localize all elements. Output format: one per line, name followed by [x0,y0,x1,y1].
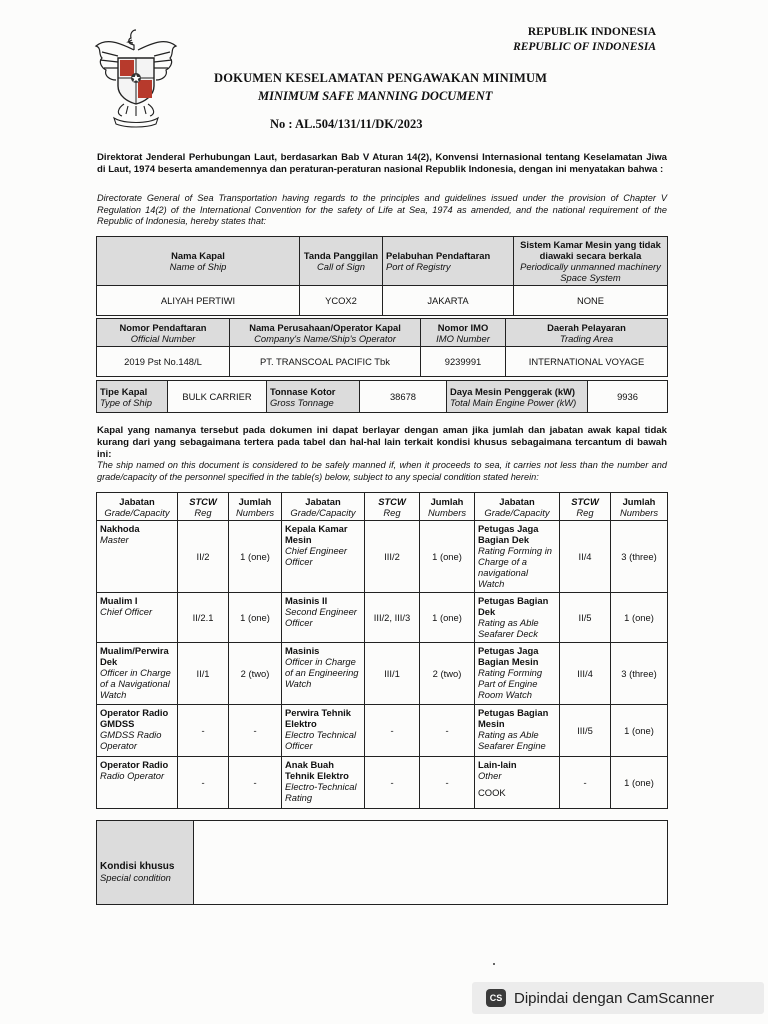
company-value: PT. TRANSCOAL PACIFIC Tbk [230,347,421,377]
table-row [97,757,668,809]
manning-statement-en: The ship named on this document is considered to be safely manned if, when it proceeds to sea, it carries not less than the number and grade/capacity of the personnel specified in the table(s) below, subject to any special condition stated herein: [97,460,667,482]
manning-statement: Kapal yang namanya tersebut pada dokumen ini dapat berlayar dengan aman jika jumlah dan jabatan awak kapal tidak kurang dari yang sebagaimana tertera pada tabel dan hal-hal lain terkait kondisi khusus sebagaimana tercantum di bawah ini: [97,425,667,460]
intro-text-en: Directorate General of Sea Transportation having regards to the principles and guidelines issued under the provision of Chapter V Regulation 14(2) of the International Convention for the safety of Life at Sea, 1974 as amended, and the national requirement of the Republic of Indonesia, hereby states that: [97,193,667,226]
stcw-cell: II/2 [178,521,229,593]
stcw-header: STCW Reg [365,493,420,521]
numbers-cell: 3 (three) [611,643,668,705]
scan-speck [493,963,495,965]
numbers-header: Jumlah Numbers [420,493,475,521]
grade-cell: Anak Buah Tehnik Elektro Electro-Technical Rating [282,757,365,809]
port-value: JAKARTA [383,286,514,316]
grade-header: Jabatan Grade/Capacity [97,493,178,521]
engine-system-value: NONE [514,286,668,316]
republic-label-en: REPUBLIC OF INDONESIA [513,41,656,53]
numbers-cell: 1 (one) [229,521,282,593]
grade-cell: Petugas Jaga Bagian Mesin Rating Forming Part of Engine Room Watch [475,643,560,705]
stcw-header: STCW Reg [560,493,611,521]
stcw-cell: - [560,757,611,809]
intro-text: Direktorat Jenderal Perhubungan Laut, berdasarkan Bab V Aturan 14(2), Konvensi Internasional tentang Keselamatan Jiwa di Laut, 1974 beserta amandemennya dan peraturan-peraturan nasional Republik Indonesia, dengan ini menyatakan bahwa : [97,152,667,175]
stcw-cell: II/4 [560,521,611,593]
document-number: No : AL.504/131/11/DK/2023 [270,117,423,131]
numbers-header: Jumlah Numbers [611,493,668,521]
grade-cell: Petugas Jaga Bagian Dek Rating Forming in Charge of a navigational Watch [475,521,560,593]
camscanner-watermark [472,982,764,1014]
grade-header: Jabatan Grade/Capacity [475,493,560,521]
numbers-cell: 1 (one) [611,593,668,643]
crew-table [96,492,668,809]
table-row [97,705,668,757]
document-title-en: MINIMUM SAFE MANNING DOCUMENT [258,89,493,103]
table-row [97,593,668,643]
garuda-emblem-icon [88,24,184,132]
republic-label: REPUBLIK INDONESIA [527,26,656,38]
camscanner-logo-icon: CS [486,989,506,1007]
special-condition-value [194,821,668,905]
company-header: Nama Perusahaan/Operator Kapal Company's Name/Ship's Operator [230,319,421,347]
grade-cell: Nakhoda Master [97,521,178,593]
numbers-cell: 1 (one) [611,705,668,757]
numbers-cell: 1 (one) [611,757,668,809]
grade-cell: Mualim/Perwira Dek Officer in Charge of a Navigational Watch [97,643,178,705]
numbers-cell: - [420,705,475,757]
stcw-cell: - [178,705,229,757]
engine-system-header: Sistem Kamar Mesin yang tidak diawaki secara berkala Periodically unmanned machinery Space System [514,237,668,286]
document-title: DOKUMEN KESELAMATAN PENGAWAKAN MINIMUM [214,71,548,85]
numbers-cell: - [229,705,282,757]
numbers-cell: 1 (one) [420,593,475,643]
special-condition-table [96,820,668,905]
stcw-cell: II/2.1 [178,593,229,643]
gross-tonnage-value: 38678 [360,381,447,413]
trading-area-header: Daerah Pelayaran Trading Area [506,319,668,347]
engine-power-header: Daya Mesin Penggerak (kW) Total Main Engine Power (kW) [447,381,588,413]
grade-cell: Operator Radio Radio Operator [97,757,178,809]
grade-cell: Mualim I Chief Officer [97,593,178,643]
ship-type-value: BULK CARRIER [168,381,267,413]
ship-name-header: Nama Kapal Name of Ship [97,237,300,286]
port-header: Pelabuhan Pendaftaran Port of Registry [383,237,514,286]
ship-name-value: ALIYAH PERTIWI [97,286,300,316]
official-number-value: 2019 Pst No.148/L [97,347,230,377]
stcw-cell: III/2, III/3 [365,593,420,643]
grade-cell: Petugas Bagian Dek Rating as Able Seafarer Deck [475,593,560,643]
stcw-cell: II/5 [560,593,611,643]
stcw-cell: II/1 [178,643,229,705]
table-row [97,521,668,593]
numbers-cell: - [420,757,475,809]
ship-info-table-1 [96,236,668,316]
numbers-cell: 1 (one) [229,593,282,643]
grade-cell: Perwira Tehnik Elektro Electro Technical Officer [282,705,365,757]
gross-tonnage-header: Tonnase Kotor Gross Tonnage [267,381,360,413]
numbers-cell: 2 (two) [420,643,475,705]
stcw-header: STCW Reg [178,493,229,521]
stcw-cell: III/1 [365,643,420,705]
numbers-cell: - [229,757,282,809]
grade-cell: Masinis II Second Engineer Officer [282,593,365,643]
imo-header: Nomor IMO IMO Number [421,319,506,347]
grade-cell: Lain-lain Other COOK [475,757,560,809]
stcw-cell: - [365,705,420,757]
grade-cell: Masinis Officer in Charge of an Engineering Watch [282,643,365,705]
call-sign-value: YCOX2 [300,286,383,316]
stcw-cell: - [178,757,229,809]
numbers-header: Jumlah Numbers [229,493,282,521]
engine-power-value: 9936 [588,381,668,413]
ship-info-table-2 [96,318,668,377]
official-number-header: Nomor Pendaftaran Official Number [97,319,230,347]
stcw-cell: - [365,757,420,809]
numbers-cell: 1 (one) [420,521,475,593]
trading-area-value: INTERNATIONAL VOYAGE [506,347,668,377]
camscanner-text: Dipindai dengan CamScanner [514,989,715,1007]
special-condition-label: Kondisi khusus Special condition [97,821,194,905]
grade-header: Jabatan Grade/Capacity [282,493,365,521]
table-row [97,643,668,705]
ship-info-table-3 [96,380,668,413]
call-sign-header: Tanda Panggilan Call of Sign [300,237,383,286]
ship-type-header: Tipe Kapal Type of Ship [97,381,168,413]
grade-cell: Kepala Kamar Mesin Chief Engineer Officer [282,521,365,593]
grade-cell: Petugas Bagian Mesin Rating as Able Seafarer Engine [475,705,560,757]
numbers-cell: 2 (two) [229,643,282,705]
grade-cell: Operator Radio GMDSS GMDSS Radio Operator [97,705,178,757]
stcw-cell: III/5 [560,705,611,757]
stcw-cell: III/2 [365,521,420,593]
imo-value: 9239991 [421,347,506,377]
stcw-cell: III/4 [560,643,611,705]
numbers-cell: 3 (three) [611,521,668,593]
